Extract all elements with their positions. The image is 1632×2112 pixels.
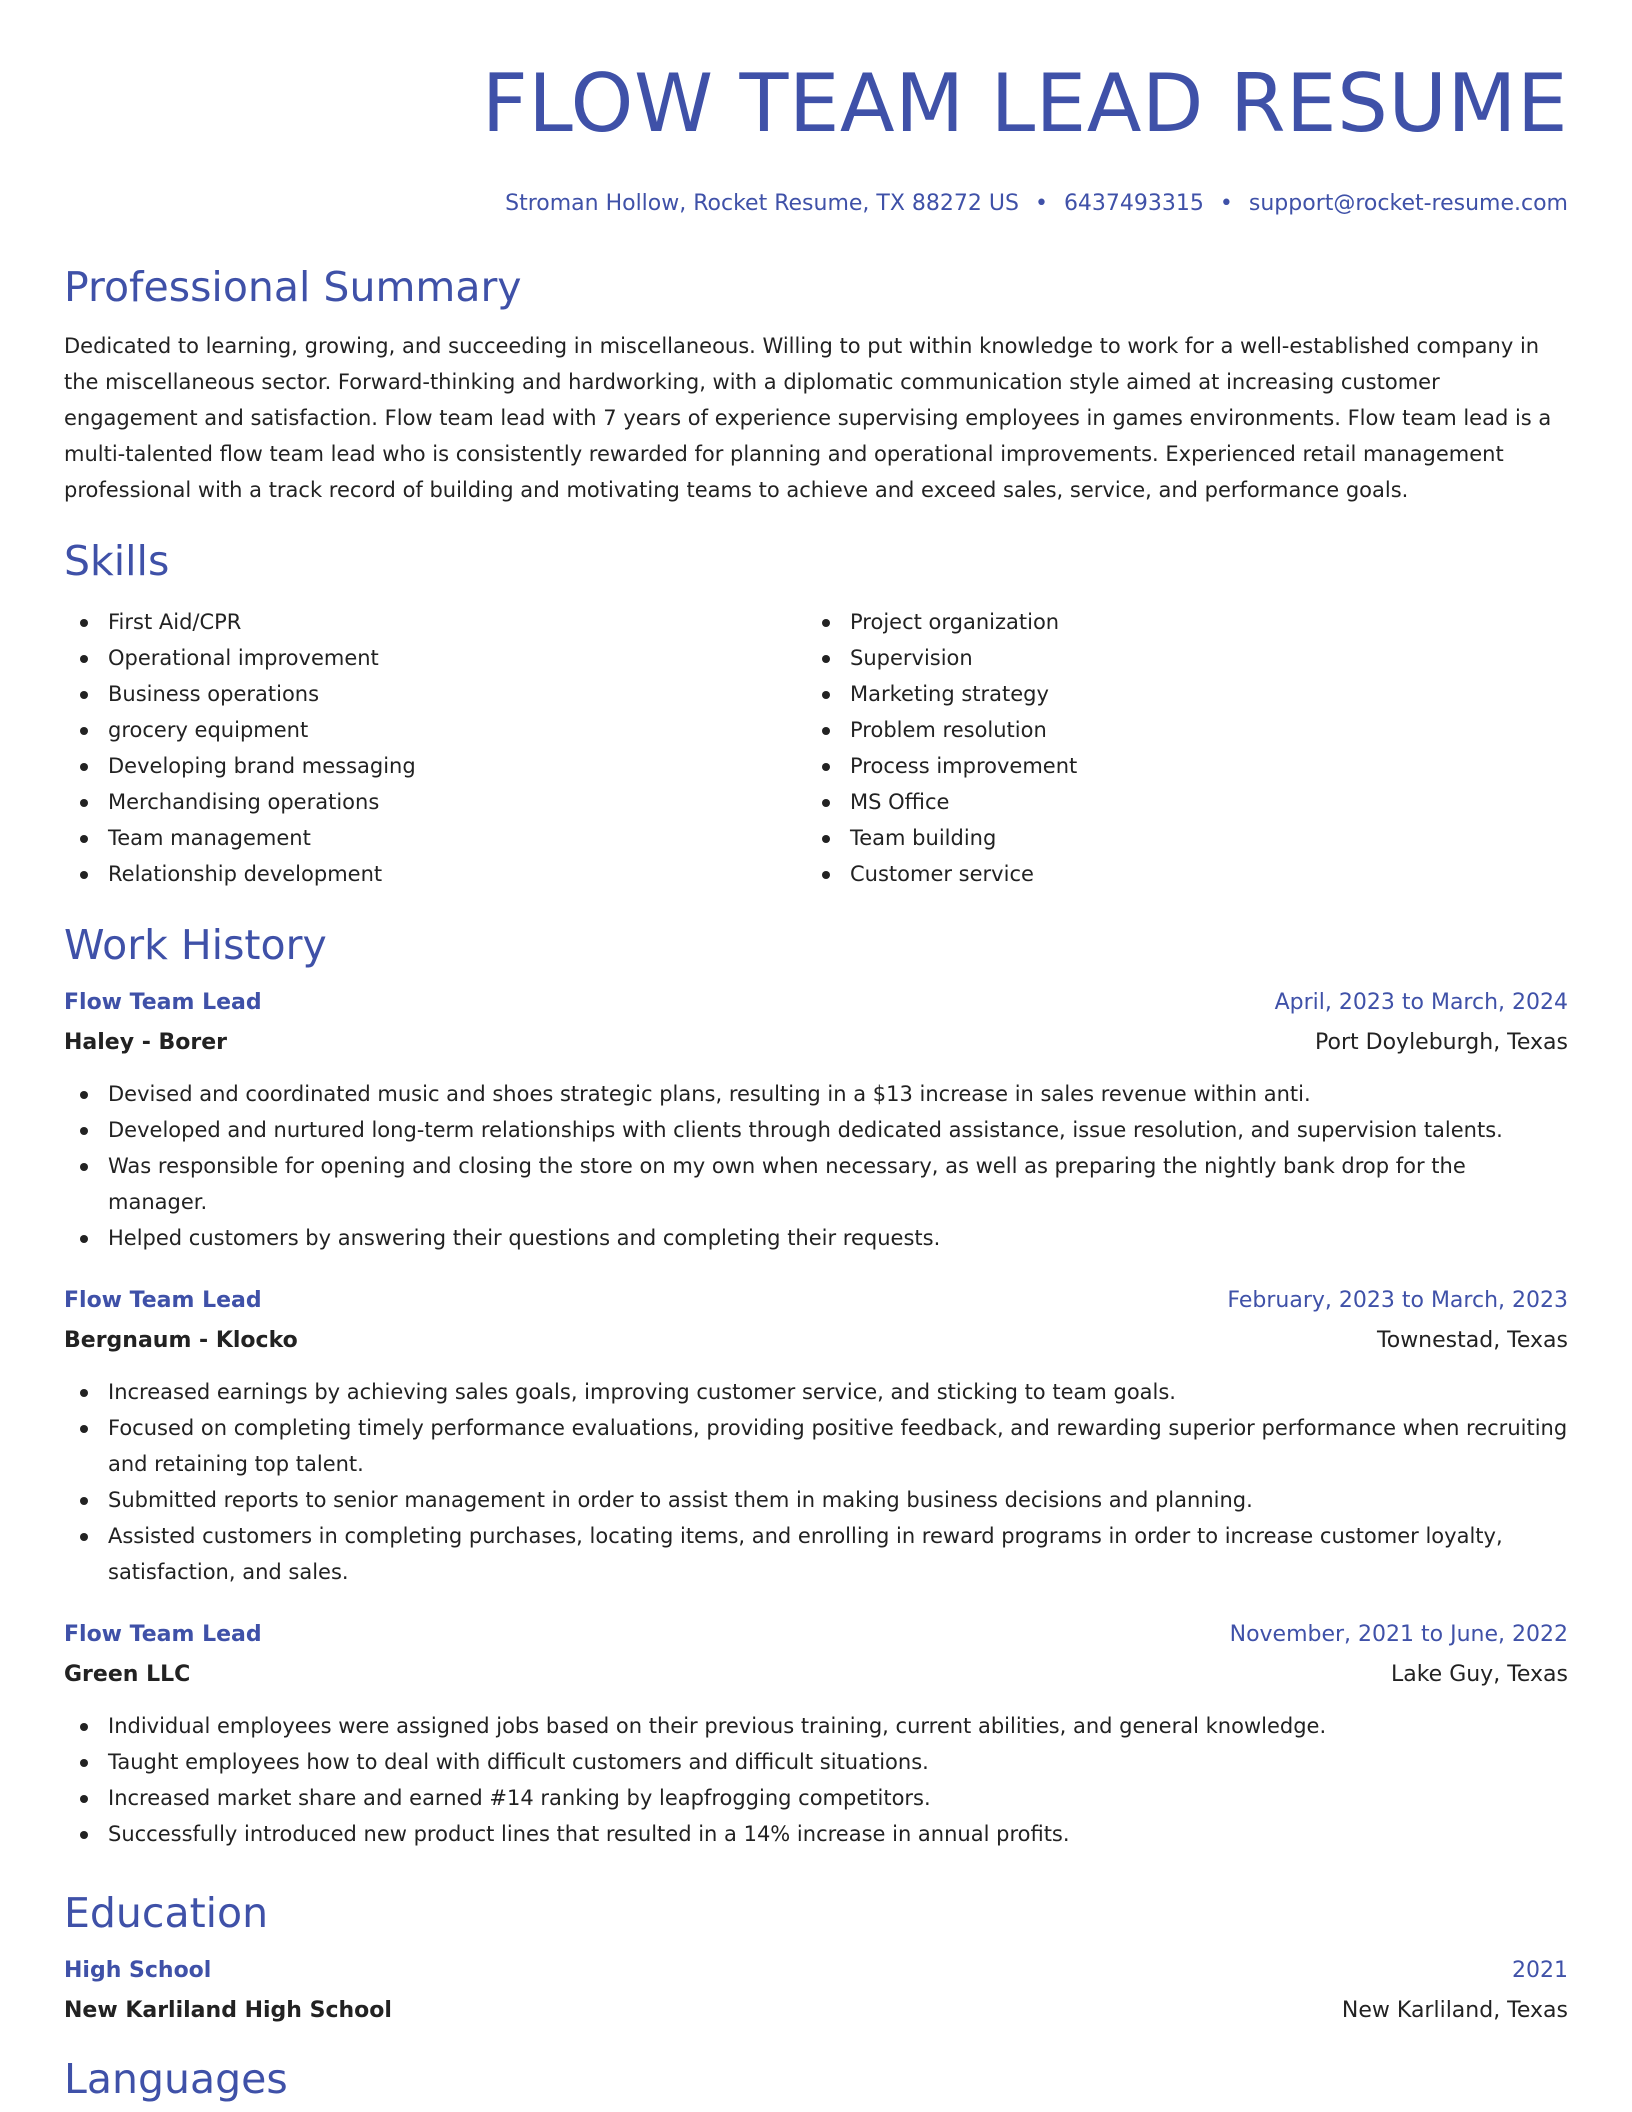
skill-item: Project organization	[806, 604, 1548, 640]
job-header-row	[64, 1620, 1568, 1650]
job-bullets	[64, 1708, 1568, 1852]
job-entry	[64, 1286, 1568, 1590]
skills-grid	[64, 604, 1568, 892]
job-entry	[64, 988, 1568, 1256]
job-bullet: Increased earnings by achieving sales goals, improving customer service, and sticking to team goals.	[64, 1374, 1568, 1410]
job-dates: November, 2021 to June, 2022	[1229, 1622, 1568, 1647]
section-title-education: Education	[64, 1889, 269, 1937]
job-title: Flow Team Lead	[64, 1288, 262, 1313]
job-location: Lake Guy, Texas	[1390, 1662, 1568, 1687]
job-company-row	[64, 1650, 1568, 1690]
section-title-languages: Languages	[64, 2055, 288, 2103]
skill-item: Merchandising operations	[64, 784, 806, 820]
skill-item: Operational improvement	[64, 640, 806, 676]
skill-item: Team building	[806, 820, 1548, 856]
section-title-skills: Skills	[64, 537, 170, 585]
job-dates: April, 2023 to March, 2024	[1274, 990, 1568, 1015]
skill-item: Process improvement	[806, 748, 1548, 784]
job-bullets	[64, 1374, 1568, 1590]
job-company: Green LLC	[64, 1662, 191, 1687]
summary-text: Dedicated to learning, growing, and succeeding in miscellaneous. Willing to put within knowledge to work for a well-established company in the miscellaneous sector. Forward-thinking and hardworking, with a diplomatic communication style aimed at increasing customer engagement and satisfaction. Flow team lead with 7 years of experience supervising employees in games environments. Flow team lead is a multi-talented flow team lead who is consistently rewarded for planning and operational improvements. Experienced retail management professional with a track record of building and motivating teams to achieve and exceed sales, service, and performance goals.	[64, 334, 1552, 502]
job-bullet: Individual employees were assigned jobs based on their previous training, current abilities, and general knowledge.	[64, 1708, 1568, 1744]
job-location: Townestad, Texas	[1377, 1328, 1568, 1353]
skill-item: Team management	[64, 820, 806, 856]
contact-phone: 6437493315	[1063, 191, 1204, 216]
skill-item: Marketing strategy	[806, 676, 1548, 712]
skill-item: Problem resolution	[806, 712, 1548, 748]
job-bullet: Submitted reports to senior management in order to assist them in making business decisions and planning.	[64, 1482, 1568, 1518]
education-year: 2021	[1512, 1958, 1568, 1983]
job-company-row	[64, 1018, 1568, 1058]
job-company: Haley - Borer	[64, 1030, 228, 1055]
contact-separator: •	[1219, 191, 1233, 216]
job-bullet: Assisted customers in completing purchases, locating items, and enrolling in reward programs in order to increase customer loyalty, satisfaction, and sales.	[64, 1518, 1568, 1590]
job-company-row	[64, 1316, 1568, 1356]
education-school-row	[64, 1986, 1568, 2026]
job-bullet: Taught employees how to deal with difficult customers and difficult situations.	[64, 1744, 1568, 1780]
education-location: New Karliland, Texas	[1341, 1998, 1568, 2023]
contact-address: Stroman Hollow, Rocket Resume, TX 88272 US	[505, 191, 1019, 216]
education-degree: High School	[64, 1958, 212, 1983]
section-title-summary: Professional Summary	[64, 263, 522, 311]
section-title-work-history: Work History	[64, 921, 327, 969]
job-title: Flow Team Lead	[64, 990, 262, 1015]
resume-page	[64, 0, 1568, 2104]
skill-item: grocery equipment	[64, 712, 806, 748]
resume-title: FLOW TEAM LEAD RESUME	[481, 57, 1568, 150]
job-company: Bergnaum - Klocko	[64, 1328, 298, 1353]
job-bullet: Developed and nurtured long-term relationships with clients through dedicated assistance, issue resolution, and supervision talents.	[64, 1112, 1568, 1148]
job-entry	[64, 1620, 1568, 1852]
contact-line	[64, 190, 1568, 218]
contact-email[interactable]: support@rocket-resume.com	[1248, 191, 1568, 216]
education-header-row	[64, 1956, 1568, 1986]
education-entry	[64, 1956, 1568, 2026]
job-bullet: Increased market share and earned #14 ranking by leapfrogging competitors.	[64, 1780, 1568, 1816]
job-bullet: Helped customers by answering their questions and completing their requests.	[64, 1220, 1568, 1256]
job-header-row	[64, 1286, 1568, 1316]
skill-item: Supervision	[806, 640, 1548, 676]
skill-item: Developing brand messaging	[64, 748, 806, 784]
skill-item: Business operations	[64, 676, 806, 712]
education-school: New Karliland High School	[64, 1998, 392, 2023]
skill-item: Relationship development	[64, 856, 806, 892]
skill-item: First Aid/CPR	[64, 604, 806, 640]
job-bullet: Devised and coordinated music and shoes strategic plans, resulting in a $13 increase in sales revenue within anti.	[64, 1076, 1568, 1112]
skill-item: Customer service	[806, 856, 1548, 892]
job-bullet: Focused on completing timely performance evaluations, providing positive feedback, and rewarding superior performance when recruiting and retaining top talent.	[64, 1410, 1568, 1482]
skills-column-right	[806, 604, 1548, 892]
job-location: Port Doyleburgh, Texas	[1315, 1030, 1568, 1055]
contact-separator: •	[1034, 191, 1048, 216]
skills-column-left	[64, 604, 806, 892]
job-bullets	[64, 1076, 1568, 1256]
job-bullet: Successfully introduced new product lines that resulted in a 14% increase in annual profits.	[64, 1816, 1568, 1852]
skill-item: MS Office	[806, 784, 1548, 820]
job-bullet: Was responsible for opening and closing the store on my own when necessary, as well as preparing the nightly bank drop for the manager.	[64, 1148, 1568, 1220]
job-header-row	[64, 988, 1568, 1018]
job-title: Flow Team Lead	[64, 1622, 262, 1647]
job-dates: February, 2023 to March, 2023	[1227, 1288, 1568, 1313]
